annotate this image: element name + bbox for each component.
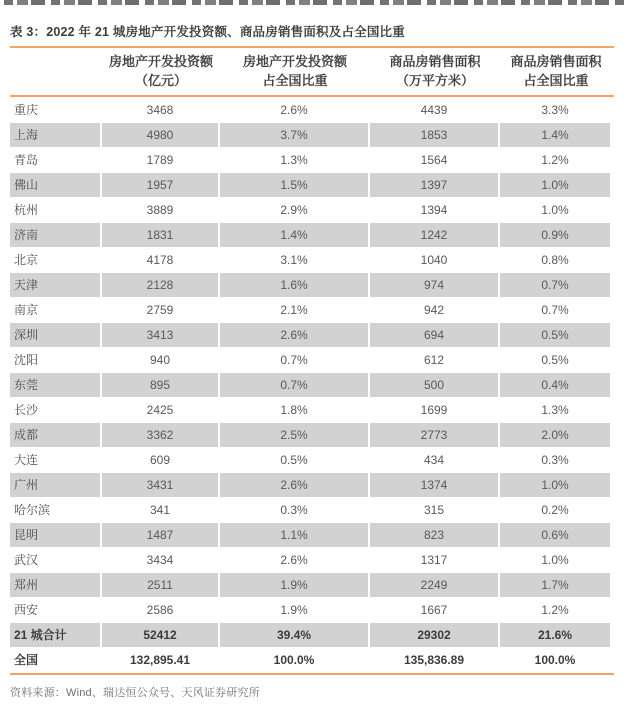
- value-cell: 2.6%: [220, 473, 368, 497]
- value-cell: 2511: [102, 573, 218, 597]
- header-investment-amount: [102, 52, 220, 90]
- value-cell: 3.1%: [220, 248, 368, 272]
- header-label: （万平方米）: [395, 73, 474, 88]
- value-cell: 1.3%: [220, 148, 368, 172]
- table-bottom-divider: [10, 673, 614, 675]
- table-row: [10, 648, 610, 672]
- header-label: 房地产开发投资额: [242, 54, 347, 69]
- city-cell: 青岛: [10, 148, 100, 172]
- value-cell: 0.4%: [500, 373, 610, 397]
- value-cell: 3468: [102, 98, 218, 122]
- value-cell: 1040: [370, 248, 498, 272]
- value-cell: 1397: [370, 173, 498, 197]
- table-row: [10, 498, 610, 522]
- table-row: [10, 548, 610, 572]
- value-cell: 2425: [102, 398, 218, 422]
- city-cell: 上海: [10, 123, 100, 147]
- value-cell: 1487: [102, 523, 218, 547]
- value-cell: 2.0%: [500, 423, 610, 447]
- city-cell: 昆明: [10, 523, 100, 547]
- table-body: [10, 98, 610, 672]
- value-cell: 1.3%: [500, 398, 610, 422]
- table-row: [10, 348, 610, 372]
- value-cell: 2.6%: [220, 548, 368, 572]
- value-cell: 315: [370, 498, 498, 522]
- value-cell: 1699: [370, 398, 498, 422]
- value-cell: 434: [370, 448, 498, 472]
- value-cell: 1.0%: [500, 473, 610, 497]
- city-cell: 佛山: [10, 173, 100, 197]
- value-cell: 39.4%: [220, 623, 368, 647]
- table-row: [10, 273, 610, 297]
- table-row: [10, 398, 610, 422]
- value-cell: 1564: [370, 148, 498, 172]
- value-cell: 2773: [370, 423, 498, 447]
- value-cell: 3362: [102, 423, 218, 447]
- value-cell: 1394: [370, 198, 498, 222]
- city-cell: 沈阳: [10, 348, 100, 372]
- city-cell: 长沙: [10, 398, 100, 422]
- value-cell: 1.9%: [220, 598, 368, 622]
- value-cell: 1.1%: [220, 523, 368, 547]
- header-sales-area: [370, 52, 500, 90]
- value-cell: 0.5%: [220, 448, 368, 472]
- value-cell: 52412: [102, 623, 218, 647]
- city-cell: 东莞: [10, 373, 100, 397]
- value-cell: 1.4%: [220, 223, 368, 247]
- table-row: [10, 98, 610, 122]
- header-label: 占全国比重: [523, 73, 589, 88]
- header-label: 商品房销售面积: [389, 54, 481, 69]
- header-label: （亿元）: [134, 73, 187, 88]
- city-cell: 南京: [10, 298, 100, 322]
- city-cell: 广州: [10, 473, 100, 497]
- value-cell: 4439: [370, 98, 498, 122]
- value-cell: 0.7%: [220, 373, 368, 397]
- table-row: [10, 473, 610, 497]
- value-cell: 823: [370, 523, 498, 547]
- value-cell: 2.9%: [220, 198, 368, 222]
- table-row: [10, 323, 610, 347]
- value-cell: 1.2%: [500, 598, 610, 622]
- clipped-text-remnant: [4, 0, 624, 5]
- table-row: [10, 573, 610, 597]
- value-cell: 100.0%: [500, 648, 610, 672]
- header-investment-share: [220, 52, 370, 90]
- city-cell: 西安: [10, 598, 100, 622]
- value-cell: 2759: [102, 298, 218, 322]
- source-note: 资料来源：Wind、瑞达恒公众号、天风证券研究所: [10, 687, 260, 699]
- table-row: [10, 298, 610, 322]
- value-cell: 1.2%: [500, 148, 610, 172]
- value-cell: 0.2%: [500, 498, 610, 522]
- value-cell: 2.5%: [220, 423, 368, 447]
- table-row: [10, 198, 610, 222]
- value-cell: 500: [370, 373, 498, 397]
- city-cell: 武汉: [10, 548, 100, 572]
- table-row: [10, 173, 610, 197]
- value-cell: 3434: [102, 548, 218, 572]
- table-row: [10, 523, 610, 547]
- value-cell: 2249: [370, 573, 498, 597]
- value-cell: 2.1%: [220, 298, 368, 322]
- value-cell: 3413: [102, 323, 218, 347]
- value-cell: 1853: [370, 123, 498, 147]
- value-cell: 1.6%: [220, 273, 368, 297]
- value-cell: 0.7%: [500, 273, 610, 297]
- city-cell: 天津: [10, 273, 100, 297]
- table-row: [10, 223, 610, 247]
- value-cell: 0.6%: [500, 523, 610, 547]
- value-cell: 341: [102, 498, 218, 522]
- value-cell: 3431: [102, 473, 218, 497]
- table-header-row: [10, 48, 614, 97]
- table-row: [10, 148, 610, 172]
- table-row: [10, 123, 610, 147]
- value-cell: 2586: [102, 598, 218, 622]
- value-cell: 0.7%: [220, 348, 368, 372]
- header-label: 房地产开发投资额: [108, 54, 213, 69]
- city-cell: 全国: [10, 648, 100, 672]
- value-cell: 29302: [370, 623, 498, 647]
- city-cell: 济南: [10, 223, 100, 247]
- city-cell: 北京: [10, 248, 100, 272]
- value-cell: 1.0%: [500, 173, 610, 197]
- value-cell: 4980: [102, 123, 218, 147]
- value-cell: 21.6%: [500, 623, 610, 647]
- value-cell: 3.7%: [220, 123, 368, 147]
- value-cell: 0.3%: [500, 448, 610, 472]
- value-cell: 2128: [102, 273, 218, 297]
- value-cell: 612: [370, 348, 498, 372]
- table-row: [10, 598, 610, 622]
- city-cell: 杭州: [10, 198, 100, 222]
- city-cell: 重庆: [10, 98, 100, 122]
- value-cell: 0.7%: [500, 298, 610, 322]
- value-cell: 895: [102, 373, 218, 397]
- value-cell: 940: [102, 348, 218, 372]
- table-row: [10, 623, 610, 647]
- report-table-section: [10, 24, 614, 700]
- value-cell: 1.8%: [220, 398, 368, 422]
- value-cell: 3.3%: [500, 98, 610, 122]
- city-cell: 郑州: [10, 573, 100, 597]
- value-cell: 0.8%: [500, 248, 610, 272]
- table-row: [10, 423, 610, 447]
- table-row: [10, 248, 610, 272]
- value-cell: 1374: [370, 473, 498, 497]
- value-cell: 1957: [102, 173, 218, 197]
- table-row: [10, 373, 610, 397]
- value-cell: 1.7%: [500, 573, 610, 597]
- value-cell: 1.5%: [220, 173, 368, 197]
- city-cell: 哈尔滨: [10, 498, 100, 522]
- value-cell: 135,836.89: [370, 648, 498, 672]
- value-cell: 0.9%: [500, 223, 610, 247]
- value-cell: 609: [102, 448, 218, 472]
- value-cell: 3889: [102, 198, 218, 222]
- table-title: 表 3：2022 年 21 城房地产开发投资额、商品房销售面积及占全国比重: [10, 25, 405, 39]
- data-table: [8, 97, 612, 673]
- value-cell: 132,895.41: [102, 648, 218, 672]
- value-cell: 0.3%: [220, 498, 368, 522]
- value-cell: 0.5%: [500, 348, 610, 372]
- value-cell: 694: [370, 323, 498, 347]
- table-row: [10, 448, 610, 472]
- value-cell: 1831: [102, 223, 218, 247]
- value-cell: 1.0%: [500, 548, 610, 572]
- value-cell: 2.6%: [220, 98, 368, 122]
- value-cell: 1.4%: [500, 123, 610, 147]
- city-cell: 成都: [10, 423, 100, 447]
- value-cell: 4178: [102, 248, 218, 272]
- city-cell: 深圳: [10, 323, 100, 347]
- value-cell: 2.6%: [220, 323, 368, 347]
- value-cell: 942: [370, 298, 498, 322]
- header-label: 商品房销售面积: [510, 54, 602, 69]
- value-cell: 100.0%: [220, 648, 368, 672]
- value-cell: 1242: [370, 223, 498, 247]
- city-cell: 大连: [10, 448, 100, 472]
- header-label: 占全国比重: [262, 73, 328, 88]
- value-cell: 1667: [370, 598, 498, 622]
- value-cell: 1317: [370, 548, 498, 572]
- value-cell: 1.0%: [500, 198, 610, 222]
- value-cell: 1789: [102, 148, 218, 172]
- city-cell: 21 城合计: [10, 623, 100, 647]
- value-cell: 1.9%: [220, 573, 368, 597]
- header-sales-share: [500, 52, 612, 90]
- value-cell: 0.5%: [500, 323, 610, 347]
- value-cell: 974: [370, 273, 498, 297]
- header-city-column: [10, 52, 102, 90]
